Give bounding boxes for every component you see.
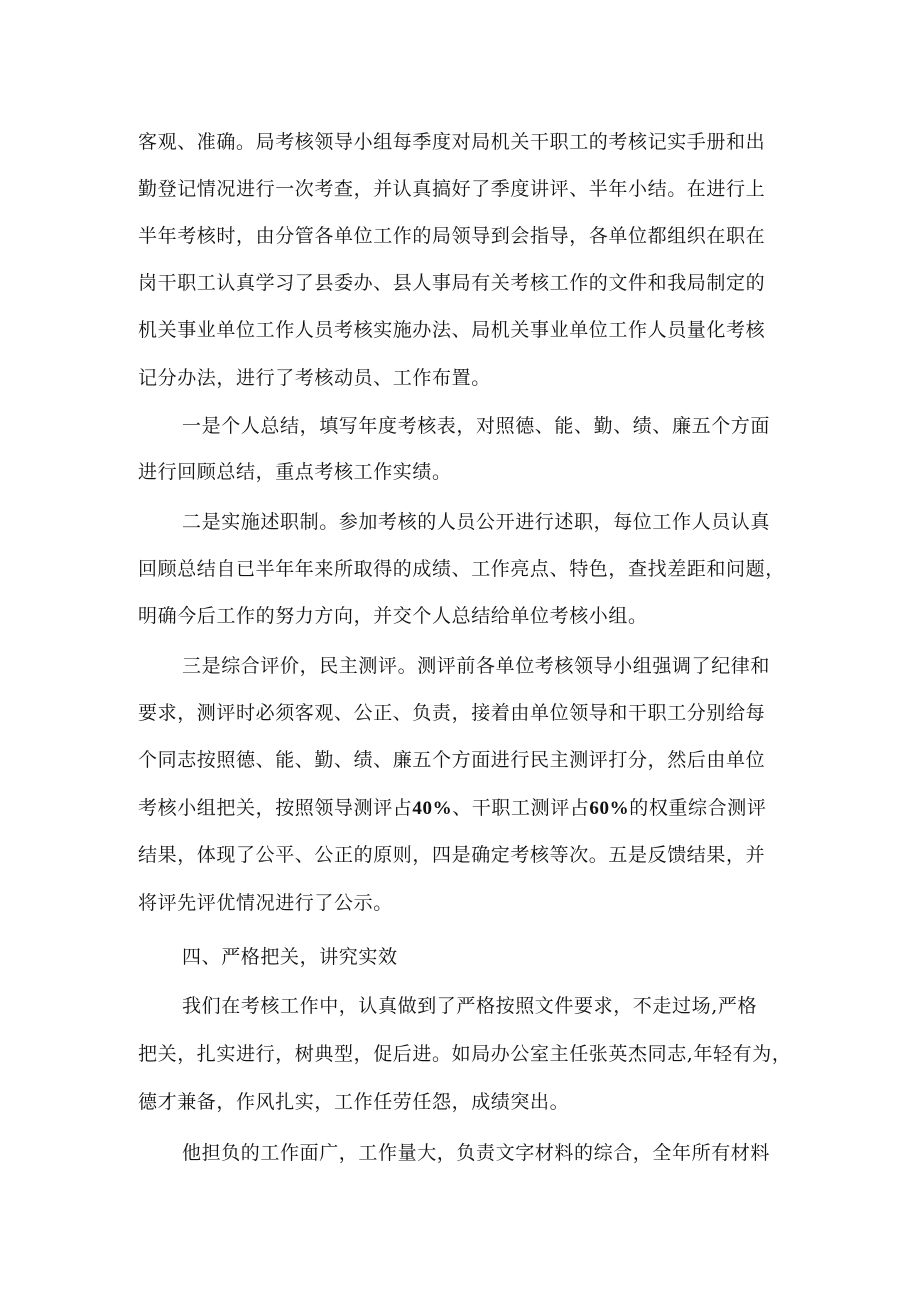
text-line-2: 勤登记情况进行一次考查，并认真搞好了季度讲评、半年小结。在进行上 xyxy=(138,178,766,200)
text-line-15-part-a: 考核小组把关，按照领导测评占 xyxy=(138,797,413,819)
text-line-13: 要求，测评时必须客观、公正、负责，接着由单位领导和干职工分别给每 xyxy=(138,702,766,724)
text-line-20: 把关，扎实进行，树典型，促后进。如局办公室主任张英杰同志,年轻有为， xyxy=(138,1043,792,1065)
text-line-9: 二是实施述职制。参加考核的人员公开进行述职，每位工作人员认真 xyxy=(182,511,771,533)
text-line-16: 结果，体现了公平、公正的原则，四是确定考核等次。五是反馈结果，并 xyxy=(138,844,766,866)
text-line-5: 机关事业单位工作人员考核实施办法、局机关事业单位工作人员量化考核 xyxy=(138,319,766,341)
text-line-7: 一是个人总结，填写年度考核表，对照德、能、勤、绩、廉五个方面 xyxy=(182,415,771,437)
text-line-22: 他担负的工作面广，工作量大，负责文字材料的综合，全年所有材料 xyxy=(182,1142,771,1164)
text-line-19: 我们在考核工作中，认真做到了严格按照文件要求，不走过场,严格 xyxy=(182,995,758,1017)
text-line-8: 进行回顾总结，重点考核工作实绩。 xyxy=(138,461,452,483)
text-line-15-part-c: 、干职工测评占 xyxy=(452,797,590,819)
text-line-15 xyxy=(0,788,920,828)
staff-weight-percent: 60% xyxy=(589,798,630,819)
text-line-1: 客观、准确。局考核领导小组每季度对局机关干职工的考核记实手册和出 xyxy=(138,131,766,153)
text-line-21: 德才兼备，作风扎实，工作任劳任怨，成绩突出。 xyxy=(138,1091,570,1113)
text-line-11: 明确今后工作的努力方向，并交个人总结给单位考核小组。 xyxy=(138,605,648,627)
text-line-3: 半年考核时，由分管各单位工作的局领导到会指导，各单位都组织在职在 xyxy=(138,225,766,247)
text-line-12: 三是综合评价，民主测评。测评前各单位考核领导小组强调了纪律和 xyxy=(182,655,771,677)
text-line-17: 将评先评优情况进行了公示。 xyxy=(138,892,393,914)
text-line-6: 记分办法，进行了考核动员、工作布置。 xyxy=(138,367,491,389)
leader-weight-percent: 40% xyxy=(412,798,453,819)
text-line-15-part-d: 的权重综合测评 xyxy=(629,797,767,819)
text-line-4: 岗干职工认真学习了县委办、县人事局有关考核工作的文件和我局制定的 xyxy=(138,272,766,294)
text-line-14: 个同志按照德、能、勤、绩、廉五个方面进行民主测评打分，然后由单位 xyxy=(138,749,766,771)
section-heading: 四、严格把关，讲究实效 xyxy=(182,946,398,968)
text-line-10: 回顾总结自已半年年来所取得的成绩、工作亮点、特色，查找差距和问题， xyxy=(138,558,785,580)
